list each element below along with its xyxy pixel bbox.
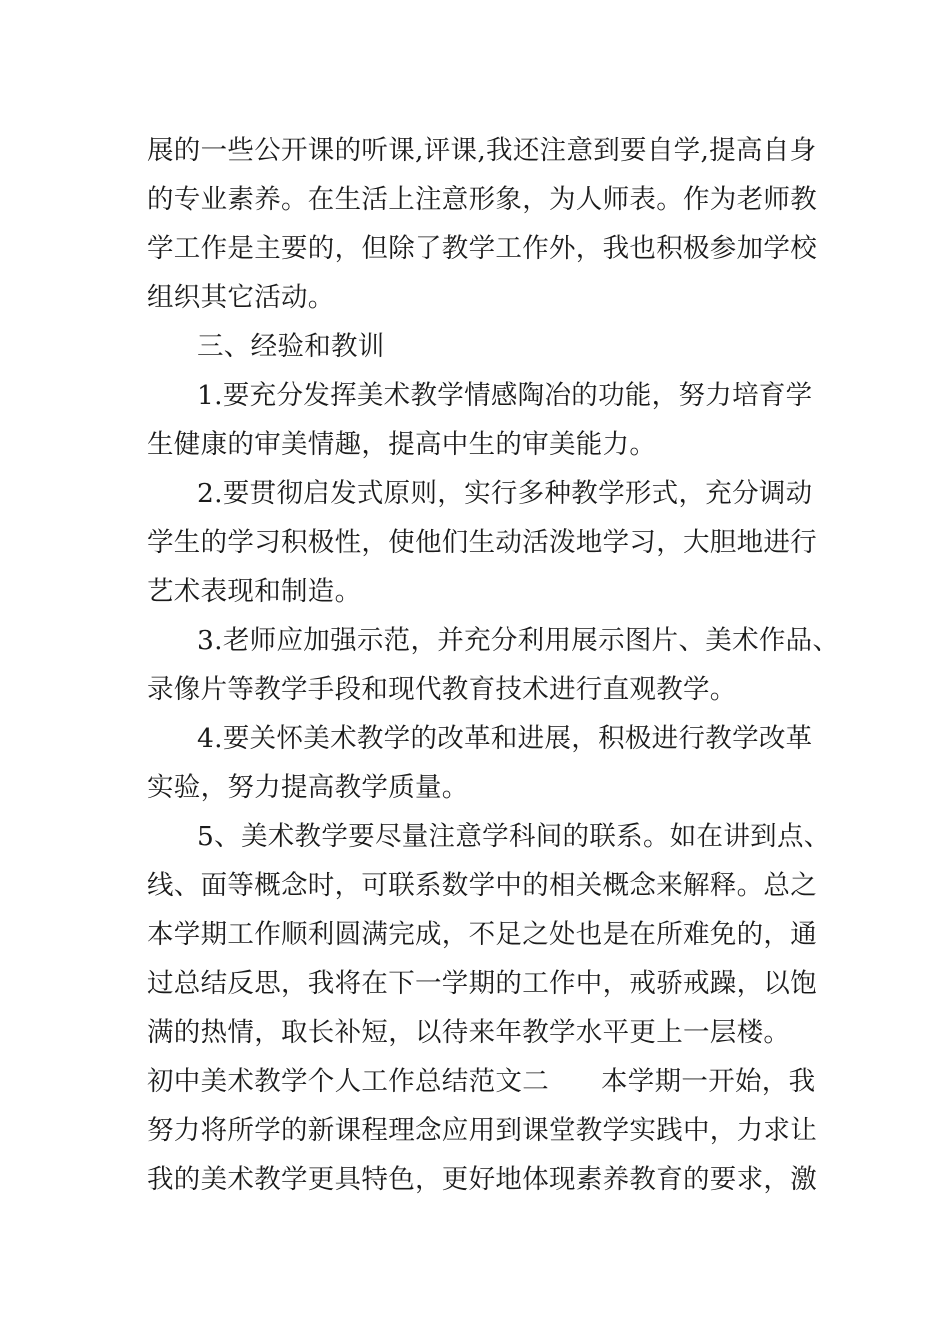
text-line: 满的热情，取长补短，以待来年教学水平更上一层楼。 [147, 1017, 791, 1048]
text-line: 展的一些公开课的听课,评课,我还注意到要自学,提高自身 [147, 135, 817, 166]
text-line: 学工作是主要的，但除了教学工作外，我也积极参加学校 [147, 233, 817, 264]
article-title: 初中美术教学个人工作总结范文二 [147, 1066, 549, 1097]
list-item-4: 4.要关怀美术教学的改革和进展，积极进行教学改革 [197, 723, 813, 754]
text-line: 的专业素养。在生活上注意形象，为人师表。作为老师教 [147, 184, 817, 215]
text-line: 生健康的审美情趣，提高中生的审美能力。 [147, 429, 657, 460]
text-line: 本学期工作顺利圆满完成，不足之处也是在所难免的，通 [147, 919, 817, 950]
text-line: 组织其它活动。 [147, 282, 335, 313]
list-item-1: 1.要充分发挥美术教学情感陶冶的功能，努力培育学 [197, 380, 813, 411]
text-line: 努力将所学的新课程理念应用到课堂教学实践中，力求让 [147, 1115, 817, 1146]
text-line: 过总结反思，我将在下一学期的工作中，戒骄戒躁，以饱 [147, 968, 817, 999]
text-line: 我的美术教学更具特色，更好地体现素养教育的要求，激 [147, 1164, 817, 1195]
text-line: 线、面等概念时，可联系数学中的相关概念来解释。总之 [147, 870, 817, 901]
text-line: 实验，努力提高教学质量。 [147, 772, 469, 803]
article-intro-start: 本学期一开始，我 [601, 1066, 816, 1097]
text-line: 学生的学习积极性，使他们生动活泼地学习，大胆地进行 [147, 527, 817, 558]
section-heading: 三、经验和教训 [197, 331, 385, 362]
list-item-3: 3.老师应加强示范，并充分利用展示图片、美术作品、 [197, 625, 840, 656]
document-body [147, 126, 840, 1204]
text-line: 录像片等教学手段和现代教育技术进行直观教学。 [147, 674, 737, 705]
list-item-5: 5、美术教学要尽量注意学科间的联系。如在讲到点、 [197, 821, 831, 852]
article-title-line [147, 1057, 827, 1106]
list-item-2: 2.要贯彻启发式原则，实行多种教学形式，充分调动 [197, 478, 813, 509]
text-line: 艺术表现和制造。 [147, 576, 362, 607]
